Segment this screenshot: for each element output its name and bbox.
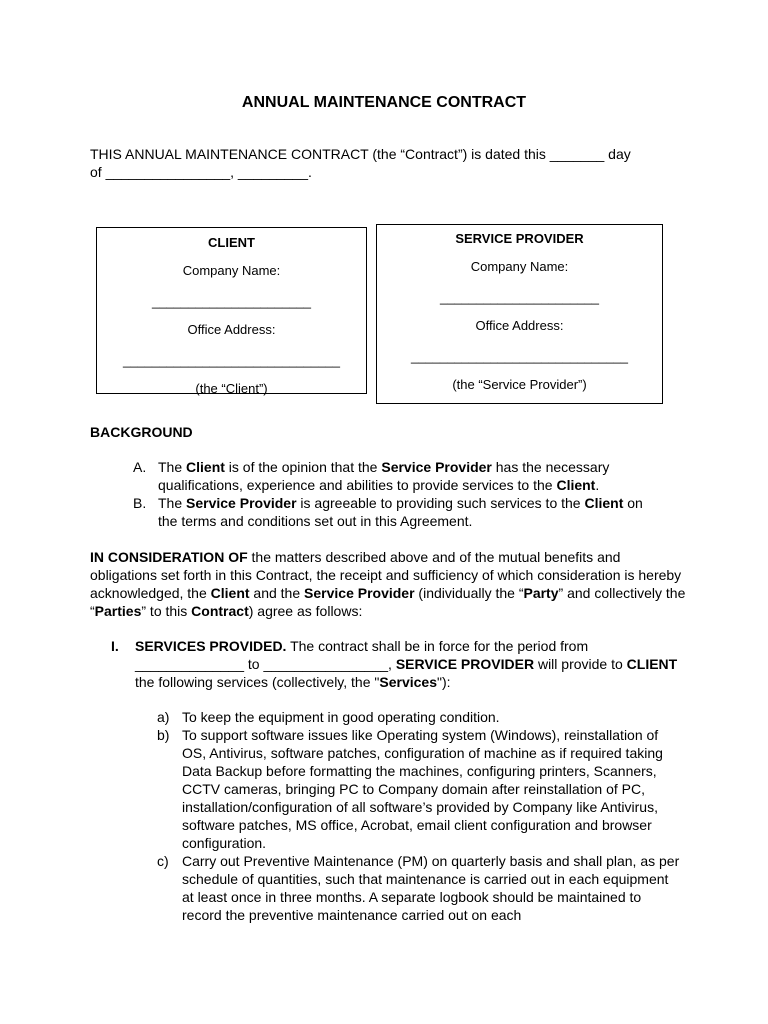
background-item [133,458,663,494]
list-item [157,852,682,924]
services-heading: SERVICES PROVIDED. [135,638,287,654]
section-marker: I. [111,638,119,654]
text-run: The [158,495,187,511]
bold-run: Client [584,495,624,511]
client-box [96,227,367,394]
text-run: the following services (collectively, the " [135,674,380,690]
text-run: ” and collectively the “ [90,585,686,619]
bold-run: Services [379,674,437,690]
provider-company-label: Company Name: [470,259,569,274]
services-paragraph [135,637,690,691]
document-title: ANNUAL MAINTENANCE CONTRACT [241,94,527,111]
list-marker: a) [157,709,170,725]
bold-run: IN CONSIDERATION OF [90,549,248,565]
text-run: on the terms and conditions set out in this Agreement. [158,495,643,529]
text-run: the matters described above and of the mutual benefits and obligations set forth in this Contract, the receipt and sufficiency of which consideration is hereby acknowledged, the [90,549,682,601]
client-heading: CLIENT [208,235,255,250]
list-item [157,726,682,852]
bold-run: Contract [191,603,249,619]
bold-run: SERVICE PROVIDER [395,656,535,672]
consideration-paragraph [90,548,690,620]
list-marker: b) [157,727,170,743]
provider-address-label: Office Address: [475,318,564,333]
bold-run: Client [186,459,225,475]
services-section [90,637,690,691]
text-run: is of the opinion that the [224,459,382,475]
text-run: (individually the “ [414,585,524,601]
text-run: ” to this [141,603,192,619]
client-address-blank: ______________________________ [123,353,340,368]
service-provider-box [376,224,663,404]
text-run: "): [436,674,451,690]
text-run: . [595,477,600,493]
text-run: is agreeable to providing such services to the [296,495,585,511]
text-run: has the necessary qualifications, experience and abilities to provide services to the [158,459,610,493]
list-item-text: To keep the equipment in good operating condition. [182,709,500,725]
provider-role: (the “Service Provider”) [452,377,587,392]
bold-run: Service Provider [381,459,492,475]
provider-address-blank: ______________________________ [411,349,628,364]
list-item-text: To support software issues like Operating system (Windows), reinstallation of OS, Antivirus, software patches, configuration of machine as if required taking Data Backup before formatting the machines, configuring printers, Scanners, CCTV cameras, bringing PC to Company domain after reinstallation of PC, installation/configuration of all software’s provided by Company like Antivirus, software patches, MS office, Acrobat, email client configuration and browser configuration. [182,727,663,851]
text-run: The [158,459,187,475]
bold-run: Service Provider [186,495,297,511]
background-list [133,458,663,530]
provider-company-blank: ______________________ [439,290,600,305]
list-item [157,708,682,726]
text-run: will provide to [534,656,627,672]
intro-line-2: of ________________, _________. [90,164,312,180]
client-address-label: Office Address: [187,322,276,337]
client-company-blank: ______________________ [151,294,312,309]
bold-run: CLIENT [626,656,678,672]
list-marker: A. [133,459,147,475]
bold-run: Client [210,585,250,601]
list-marker: B. [133,495,147,511]
client-company-label: Company Name: [182,263,281,278]
text-run: and the [249,585,305,601]
background-heading: BACKGROUND [90,424,193,440]
list-item-text: Carry out Preventive Maintenance (PM) on quarterly basis and shall plan, as per schedule of quantities, such that maintenance is carried out in each equipment at least once in three months. A separate logbook should be maintained to record the preventive maintenance carried out on each [182,853,680,923]
bold-run: Party [523,585,559,601]
provider-heading: SERVICE PROVIDER [455,231,584,246]
bold-run: Parties [94,603,142,619]
services-list [157,708,682,924]
bold-run: Service Provider [304,585,415,601]
intro-line-1: THIS ANNUAL MAINTENANCE CONTRACT (the “Contract”) is dated this _______ day [90,146,631,162]
bold-run: Client [556,477,596,493]
client-role: (the “Client”) [195,381,268,396]
intro-paragraph [90,145,690,181]
text-run: ) agree as follows: [248,603,363,619]
text-run: The contract shall be in force for the period from ______________ to ________________, [135,638,589,672]
list-marker: c) [157,853,169,869]
background-item [133,494,663,530]
